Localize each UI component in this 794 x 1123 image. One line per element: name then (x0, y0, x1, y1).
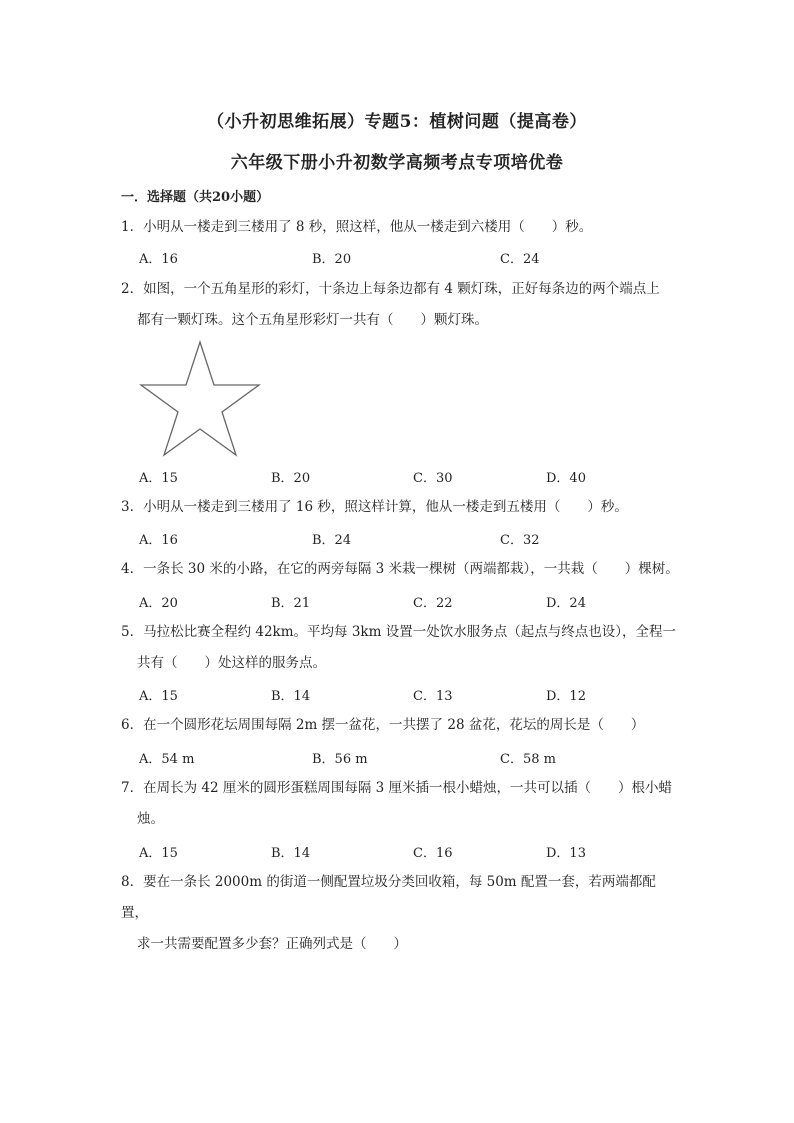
question-7 (121, 773, 681, 835)
question-8 (121, 867, 681, 960)
option-a[interactable]: A．16 (139, 252, 178, 267)
option-a[interactable]: A．15 (139, 471, 178, 486)
options-row (0, 592, 794, 612)
question-text: 都有一颗灯珠。这个五角星形彩灯一共有（ ）颗灯珠。 (137, 312, 488, 328)
option-c[interactable]: C．24 (500, 252, 540, 267)
options-row (0, 248, 794, 268)
question-text: 6．在一个圆形花坛周围每隔 2m 摆一盆花，一共摆了 28 盆花，花坛的周长是（ ） (121, 717, 645, 733)
question-text: 2．如图，一个五角星形的彩灯，十条边上每条边都有 4 颗灯珠，正好每条边的两个端点上 (121, 281, 660, 297)
option-c[interactable]: C．32 (500, 533, 540, 548)
option-c[interactable]: C．30 (413, 471, 453, 486)
option-a[interactable]: A．15 (139, 689, 178, 704)
section-heading: 一．选择题（共20小题） (121, 190, 270, 205)
star-figure (138, 340, 262, 458)
option-d[interactable]: D．13 (546, 846, 586, 861)
options-row (0, 748, 794, 768)
question-1 (121, 212, 681, 243)
question-text: 8．要在一条长 2000m 的街道一侧配置垃圾分类回收箱，每 50m 配置一套，若两端都配置， (121, 874, 656, 921)
option-a[interactable]: A．16 (139, 533, 178, 548)
question-text: 烛。 (137, 811, 164, 827)
option-b[interactable]: B．21 (271, 596, 311, 611)
option-b[interactable]: B．24 (312, 533, 352, 548)
page-title: （小升初思维拓展）专题5：植树问题（提高卷） (207, 112, 587, 132)
question-text: 3．小明从一楼走到三楼用了 16 秒，照这样计算，他从一楼走到五楼用（ ）秒。 (121, 499, 628, 515)
option-b[interactable]: B．56 m (312, 752, 368, 767)
options-row (0, 467, 794, 487)
question-text: 1．小明从一楼走到三楼用了 8 秒，照这样，他从一楼走到六楼用（ ）秒。 (121, 219, 593, 235)
question-4 (121, 554, 691, 585)
options-row (0, 529, 794, 549)
option-c[interactable]: C．58 m (500, 752, 556, 767)
question-text: 7．在周长为 42 厘米的圆形蛋糕周围每隔 3 厘米插一根小蜡烛，一共可以插（ ）根小蜡 (121, 780, 673, 796)
option-a[interactable]: A．20 (139, 596, 178, 611)
option-b[interactable]: B．20 (312, 252, 352, 267)
option-a[interactable]: A．15 (139, 846, 178, 861)
option-a[interactable]: A．54 m (139, 752, 195, 767)
option-d[interactable]: D．24 (546, 596, 586, 611)
option-c[interactable]: C．22 (413, 596, 453, 611)
question-3 (121, 492, 681, 523)
option-d[interactable]: D．40 (546, 471, 586, 486)
option-c[interactable]: C．16 (413, 846, 453, 861)
question-text: 5．马拉松比赛全程约 42km。平均每 3km 设置一处饮水服务点（起点与终点也设），全程一 (121, 624, 676, 640)
option-b[interactable]: B．14 (271, 846, 311, 861)
options-row (0, 685, 794, 705)
question-2 (121, 274, 681, 336)
options-row (0, 842, 794, 862)
question-text: 求一共需要配置多少套？正确列式是（ ） (137, 936, 407, 952)
question-6 (121, 710, 681, 741)
question-5 (121, 617, 681, 679)
option-c[interactable]: C．13 (413, 689, 453, 704)
question-text: 4．一条长 30 米的小路，在它的两旁每隔 3 米栽一棵树（两端都栽），一共栽（ ）棵树。 (121, 561, 679, 577)
question-text: 共有（ ）处这样的服务点。 (137, 655, 326, 671)
option-b[interactable]: B．20 (271, 471, 311, 486)
page-subtitle: 六年级下册小升初数学高频考点专项培优卷 (230, 153, 564, 173)
option-d[interactable]: D．12 (546, 689, 586, 704)
option-b[interactable]: B．14 (271, 689, 311, 704)
